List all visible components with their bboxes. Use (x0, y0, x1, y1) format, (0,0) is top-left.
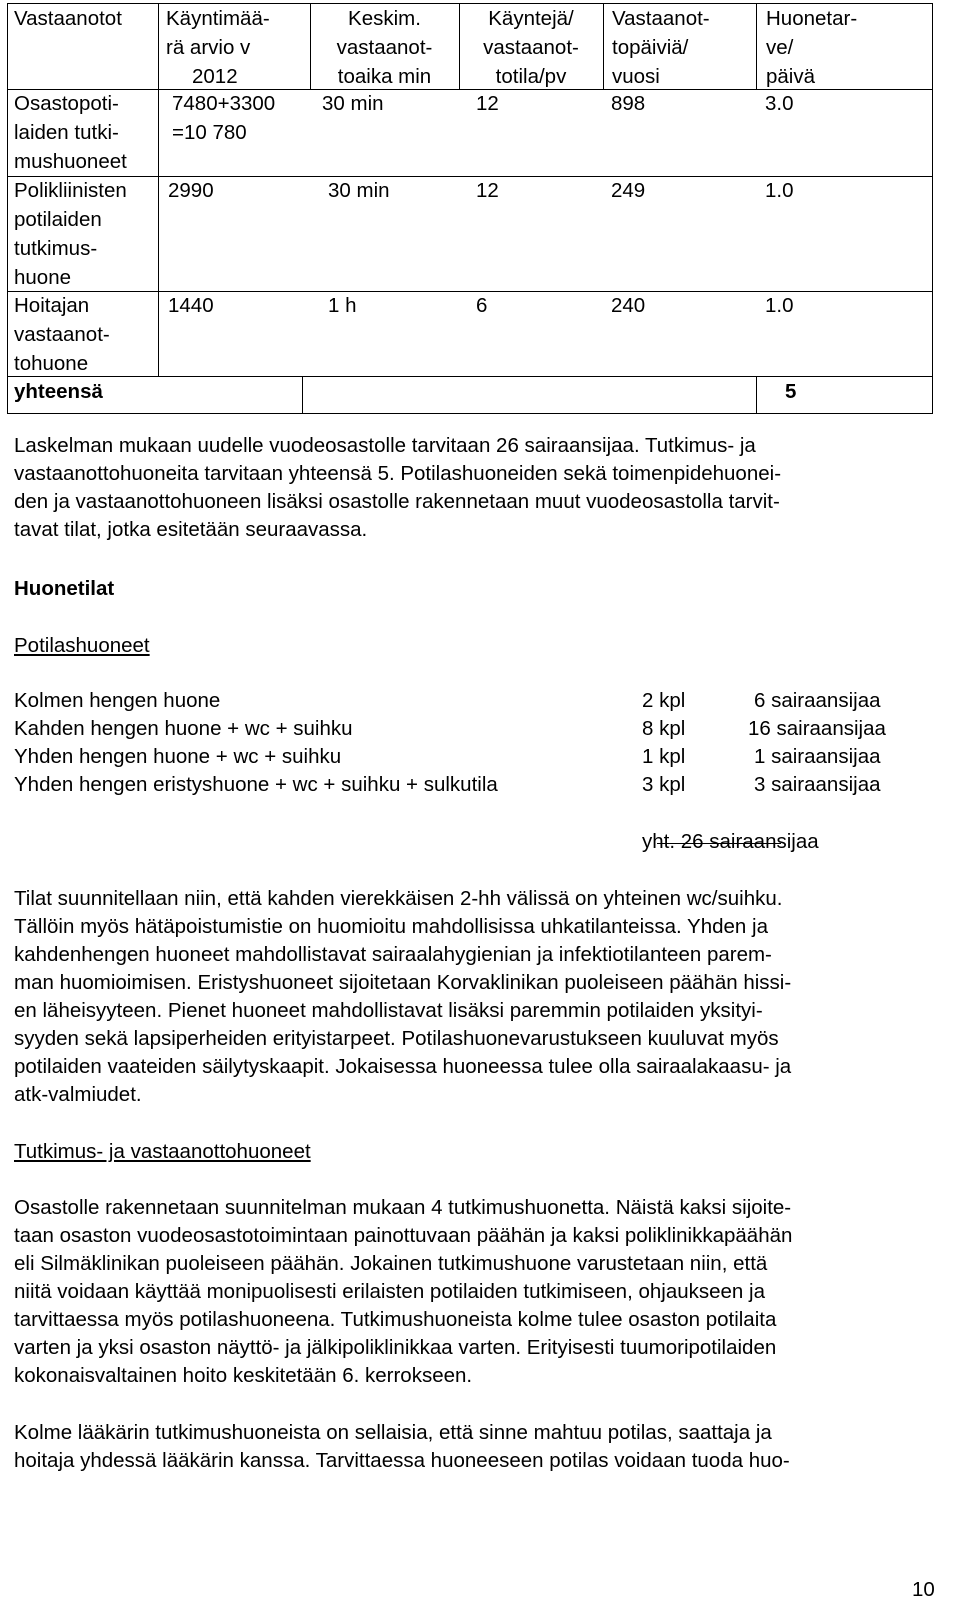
room-beds: 3 sairaansijaa (754, 773, 881, 796)
header-line: Vastaanot- (612, 7, 710, 30)
room-name: Kahden hengen huone + wc + suihku (14, 717, 353, 740)
value-line: 7480+3300 (172, 92, 276, 115)
row-need: 1.0 (765, 294, 794, 317)
room-beds: 6 sairaansijaa (754, 689, 881, 712)
header-days-per-year (612, 4, 710, 91)
header-line: vastaanot- (336, 36, 433, 59)
row-days: 898 (611, 92, 646, 115)
label-line: mushuoneet (14, 150, 127, 173)
row-need: 3.0 (765, 92, 794, 115)
room-need-table (7, 3, 933, 414)
total-label: yhteensä (14, 380, 103, 403)
row-per-day: 6 (476, 294, 488, 317)
row-label (14, 89, 127, 176)
intro-line: Laskelman mukaan uudelle vuodeosastolle tarvitaan 26 sairaansijaa. Tutkimus- ja (14, 434, 756, 457)
row-per-day: 12 (476, 179, 499, 202)
paragraph-line: man huomioimisen. Eristyshuoneet sijoitetaan Korvaklinikan puoleiseen päähän hissi- (14, 971, 792, 994)
paragraph-line: Tilat suunnitellaan niin, että kahden vierekkäisen 2-hh välissä on yhteinen wc/suihku. (14, 887, 783, 910)
paragraph-line: syyden sekä lapsiperheiden erityistarpeet. Potilashuonevarustukseen kuuluvat myös (14, 1027, 779, 1050)
header-line: Huonetar- (766, 7, 858, 30)
header-line: topäiviä/ (612, 36, 689, 59)
section-heading: Huonetilat (14, 577, 115, 600)
room-name: Yhden hengen eristyshuone + wc + suihku + sulkutila (14, 773, 498, 796)
value-line: =10 780 (172, 121, 247, 144)
label-line: tutkimus- (14, 237, 98, 260)
paragraph-line: kokonaisvaltainen hoito keskitetään 6. kerrokseen. (14, 1364, 473, 1387)
room-name: Yhden hengen huone + wc + suihku (14, 745, 342, 768)
row-label (14, 176, 127, 292)
room-count: 2 kpl (642, 689, 686, 712)
paragraph-line: eli Silmäklinikan puoleiseen päähän. Jokainen tutkimushuone varustetaan niin, että (14, 1252, 768, 1275)
paragraph-line: varten ja yksi osaston näyttö- ja jälkipoliklinikkaa varten. Erityisesti tuumoripotilaiden (14, 1336, 777, 1359)
header-visits-per-room (459, 4, 603, 91)
row-visits: 2990 (168, 179, 214, 202)
intro-line: tavat tilat, jotka esitetään seuraavassa. (14, 518, 368, 541)
room-count: 3 kpl (642, 773, 686, 796)
header-room-need (766, 4, 857, 91)
row-need: 1.0 (765, 179, 794, 202)
subheading-patient-rooms: Potilashuoneet (14, 634, 150, 657)
label-line: Polikliinisten (14, 179, 127, 202)
paragraph-line: kahdenhengen huoneet mahdollistavat sairaalahygienian ja infektiotilanteen parem- (14, 943, 772, 966)
rooms-total: yht. 26 sairaansijaa (642, 830, 819, 853)
label-line: Osastopoti- (14, 92, 119, 115)
room-count: 1 kpl (642, 745, 686, 768)
room-beds: 16 sairaansijaa (748, 717, 886, 740)
subheading-exam-rooms: Tutkimus- ja vastaanottohuoneet (14, 1140, 311, 1163)
table-divider (302, 377, 303, 414)
label-line: Hoitajan (14, 294, 90, 317)
row-visits: 1440 (168, 294, 214, 317)
table-divider (603, 4, 604, 89)
intro-line: vastaanottohuoneita tarvitaan yhteensä 5. Potilashuoneiden sekä toimenpidehuonei- (14, 462, 782, 485)
paragraph-line: en läheisyyteen. Pienet huoneet mahdollistavat lisäksi paremmin potilaiden yksityi- (14, 999, 763, 1022)
header-visit-estimate (166, 4, 270, 91)
label-line: potilaiden (14, 208, 102, 231)
paragraph-line: taan osaston vuodeosastotoimintaan painottuvaan päähän ja kaksi poliklinikkapäähän (14, 1224, 793, 1247)
page-number: 10 (912, 1578, 935, 1601)
room-name: Kolmen hengen huone (14, 689, 221, 712)
row-time: 1 h (328, 294, 357, 317)
header-line: toaika min (337, 65, 432, 88)
header-avg-time (310, 4, 459, 91)
room-count: 8 kpl (642, 717, 686, 740)
label-line: laiden tutki- (14, 121, 119, 144)
table-divider (756, 377, 757, 414)
row-time: 30 min (328, 179, 390, 202)
label-line: huone (14, 266, 72, 289)
header-line: päivä (766, 65, 816, 88)
row-time: 30 min (322, 92, 384, 115)
paragraph-line: Kolme lääkärin tutkimushuoneista on sellaisia, että sinne mahtuu potilas, saattaja ja (14, 1421, 772, 1444)
total-value: 5 (785, 380, 797, 403)
header-line: Käyntimää- (166, 7, 270, 30)
paragraph-line: niitä voidaan käyttää monipuolisesti erilaisten potilaiden tutkimiseen, ohjaukseen ja (14, 1280, 765, 1303)
paragraph-line: Osastolle rakennetaan suunnitelman mukaan 4 tutkimushuonetta. Näistä kaksi sijoite- (14, 1196, 792, 1219)
header-line: Käyntejä/ (488, 7, 574, 30)
header-line: vuosi (612, 65, 660, 88)
room-beds: 1 sairaansijaa (754, 745, 881, 768)
header-line: totila/pv (495, 65, 567, 88)
paragraph-line: Tällöin myös hätäpoistumistie on huomioitu mahdollisissa uhkatilanteissa. Yhden ja (14, 915, 768, 938)
table-divider (756, 4, 757, 89)
row-visits (172, 89, 275, 147)
paragraph-line: potilaiden vaateiden säilytyskaapit. Jokaisessa huoneessa tulee olla sairaalakaasu- ja (14, 1055, 792, 1078)
header-vastaanotot: Vastaanotot (14, 7, 122, 30)
intro-line: den ja vastaanottohuoneen lisäksi osastolle rakennetaan muut vuodeosastolla tarvit- (14, 490, 780, 513)
row-per-day: 12 (476, 92, 499, 115)
paragraph-line: atk-valmiudet. (14, 1083, 142, 1106)
paragraph-line: hoitaja yhdessä lääkärin kanssa. Tarvittaessa huoneeseen potilas voidaan tuoda huo- (14, 1449, 790, 1472)
label-line: vastaanot- (14, 323, 110, 346)
label-line: tohuone (14, 352, 89, 375)
row-days: 249 (611, 179, 646, 202)
row-days: 240 (611, 294, 646, 317)
header-line: Keskim. (348, 7, 421, 30)
header-line: 2012 (192, 65, 238, 88)
header-line: vastaanot- (483, 36, 579, 59)
paragraph-line: tarvittaessa myös potilashuoneena. Tutkimushuoneista kolme tulee osaston potilaita (14, 1308, 777, 1331)
header-line: ve/ (766, 36, 794, 59)
table-divider (158, 4, 159, 377)
header-line: rä arvio v (166, 36, 251, 59)
row-label (14, 291, 110, 378)
